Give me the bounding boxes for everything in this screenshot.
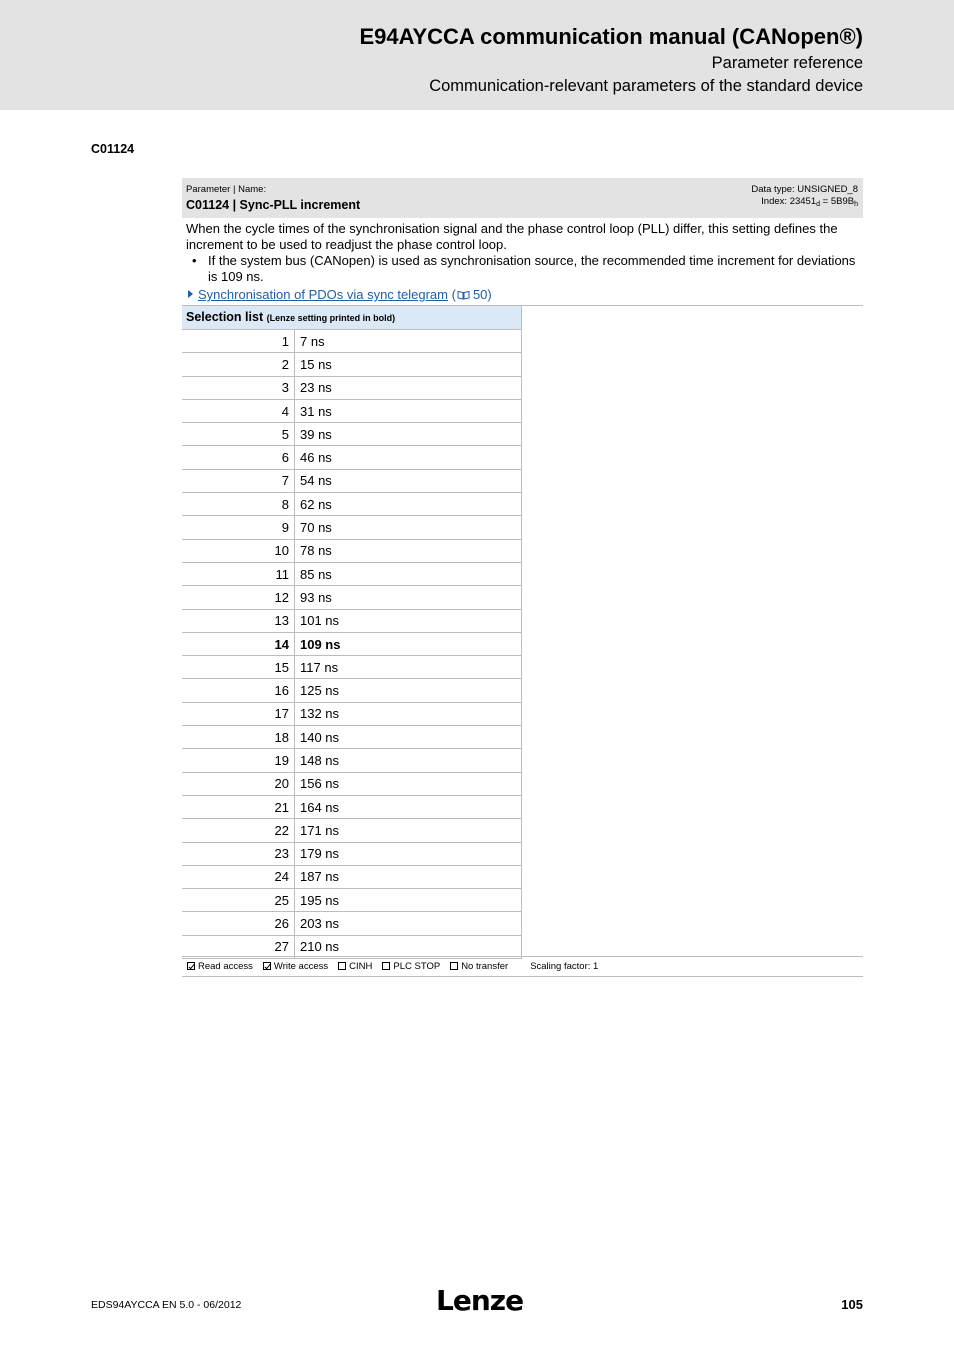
parameter-label: Parameter | Name: <box>186 184 267 195</box>
selection-row <box>182 353 521 376</box>
read-access-attr: Read access <box>187 961 253 972</box>
selection-row <box>182 633 521 656</box>
book-icon <box>457 290 470 300</box>
selection-number: 13 <box>182 610 295 632</box>
selection-value: 210 ns <box>300 939 340 955</box>
selection-row <box>182 703 521 726</box>
chapter-title: Parameter reference <box>711 54 863 72</box>
parameter-box <box>182 178 863 303</box>
selection-list-title: Selection list <box>186 310 264 324</box>
selection-number: 3 <box>182 377 295 399</box>
selection-row <box>182 377 521 400</box>
selection-row <box>182 773 521 796</box>
plc-stop-attr: PLC STOP <box>382 961 440 972</box>
selection-value: 46 ns <box>300 450 332 466</box>
selection-value: 101 ns <box>300 613 340 629</box>
selection-row <box>182 866 521 889</box>
no-transfer-attr: No transfer <box>450 961 508 972</box>
parameter-name: C01124 | Sync-PLL increment <box>186 198 361 212</box>
selection-row <box>182 540 521 563</box>
selection-value: 164 ns <box>300 799 340 815</box>
selection-number: 7 <box>182 470 295 492</box>
selection-value: 31 ns <box>300 403 332 419</box>
parameter-description <box>182 218 863 285</box>
selection-row <box>182 516 521 539</box>
selection-number: 9 <box>182 516 295 538</box>
selection-value: 70 ns <box>300 520 332 536</box>
page-number: 105 <box>841 1297 863 1312</box>
checkbox-checked-icon <box>187 962 195 970</box>
selection-row <box>182 400 521 423</box>
selection-value: 109 ns <box>300 636 341 652</box>
selection-number: 22 <box>182 819 295 841</box>
selection-value: 179 ns <box>300 846 340 862</box>
selection-number: 2 <box>182 353 295 375</box>
selection-number: 24 <box>182 866 295 888</box>
parameter-index: Index: $23451_d = 5B9B_h$ <box>761 196 858 208</box>
access-attributes <box>182 956 863 977</box>
selection-value: 195 ns <box>300 892 340 908</box>
selection-number: 8 <box>182 493 295 515</box>
selection-number: 18 <box>182 726 295 748</box>
selection-value: 85 ns <box>300 566 332 582</box>
selection-row <box>182 470 521 493</box>
checkbox-empty-icon <box>450 962 458 970</box>
selection-number: 6 <box>182 446 295 468</box>
selection-row <box>182 563 521 586</box>
selection-row <box>182 610 521 633</box>
selection-value: 187 ns <box>300 869 340 885</box>
selection-list-inner <box>182 306 522 959</box>
selection-number: 16 <box>182 679 295 701</box>
write-access-attr: Write access <box>263 961 328 972</box>
selection-rows <box>182 330 521 959</box>
selection-number: 15 <box>182 656 295 678</box>
selection-number: 11 <box>182 563 295 585</box>
selection-row <box>182 819 521 842</box>
bullet-dot: • <box>192 253 197 268</box>
bullet-item <box>186 253 859 285</box>
selection-list-header <box>182 306 521 330</box>
selection-number: 20 <box>182 773 295 795</box>
selection-row <box>182 912 521 935</box>
selection-value: 39 ns <box>300 426 332 442</box>
selection-number: 23 <box>182 843 295 865</box>
selection-row <box>182 330 521 353</box>
selection-value: 7 ns <box>300 333 325 349</box>
bullet-text: If the system bus (CANopen) is used as synchronisation source, the recommended time increment for deviations is 109 ns. <box>208 253 856 284</box>
page-reference[interactable]: ( 50) <box>448 287 492 302</box>
selection-value: 54 ns <box>300 473 332 489</box>
data-type: Data type: UNSIGNED_8 <box>751 184 858 195</box>
selection-number: 4 <box>182 400 295 422</box>
parameter-code-heading: C01124 <box>91 142 135 156</box>
selection-row <box>182 679 521 702</box>
selection-list-table <box>182 305 863 959</box>
selection-number: 21 <box>182 796 295 818</box>
checkbox-empty-icon <box>382 962 390 970</box>
selection-row <box>182 796 521 819</box>
cinh-attr: CINH <box>338 961 372 972</box>
document-id: EDS94AYCCA EN 5.0 - 06/2012 <box>91 1299 242 1311</box>
sync-pdo-link[interactable]: Synchronisation of PDOs via sync telegram <box>198 287 448 302</box>
selection-number: 14 <box>182 633 295 655</box>
lenze-logo: Lenze <box>436 1284 524 1317</box>
selection-value: 171 ns <box>300 822 340 838</box>
selection-value: 62 ns <box>300 496 332 512</box>
selection-number: 19 <box>182 749 295 771</box>
description-text: When the cycle times of the synchronisation signal and the phase control loop (PLL) differ, this setting defines the increment to be used to readjust the phase control loop. <box>186 221 838 252</box>
selection-value: 78 ns <box>300 543 332 559</box>
cross-reference <box>182 287 863 303</box>
checkbox-empty-icon <box>338 962 346 970</box>
scaling-factor: Scaling factor: 1 <box>530 961 599 972</box>
section-title: Communication-relevant parameters of the standard device <box>429 77 863 95</box>
selection-value: 156 ns <box>300 776 340 792</box>
selection-value: 125 ns <box>300 683 340 699</box>
selection-row <box>182 446 521 469</box>
arrow-right-icon <box>188 290 193 298</box>
selection-value: 132 ns <box>300 706 340 722</box>
selection-list-note: (Lenze setting printed in bold) <box>266 313 396 323</box>
selection-value: 93 ns <box>300 589 332 605</box>
selection-row <box>182 586 521 609</box>
selection-number: 17 <box>182 703 295 725</box>
selection-number: 5 <box>182 423 295 445</box>
selection-value: 117 ns <box>300 659 339 675</box>
selection-row <box>182 749 521 772</box>
selection-value: 15 ns <box>300 356 332 372</box>
selection-row <box>182 726 521 749</box>
selection-number: 25 <box>182 889 295 911</box>
manual-title: E94AYCCA communication manual (CANopen®) <box>359 24 863 49</box>
selection-number: 12 <box>182 586 295 608</box>
checkbox-checked-icon <box>263 962 271 970</box>
selection-value: 140 ns <box>300 729 340 745</box>
selection-value: 203 ns <box>300 916 340 932</box>
selection-value: 148 ns <box>300 752 340 768</box>
selection-row <box>182 889 521 912</box>
selection-row <box>182 656 521 679</box>
parameter-header <box>182 178 863 218</box>
selection-number: 1 <box>182 330 295 352</box>
selection-number: 10 <box>182 540 295 562</box>
selection-number: 27 <box>182 936 295 958</box>
selection-row <box>182 423 521 446</box>
selection-number: 26 <box>182 912 295 934</box>
selection-value: 23 ns <box>300 380 332 396</box>
selection-row <box>182 493 521 516</box>
selection-row <box>182 843 521 866</box>
